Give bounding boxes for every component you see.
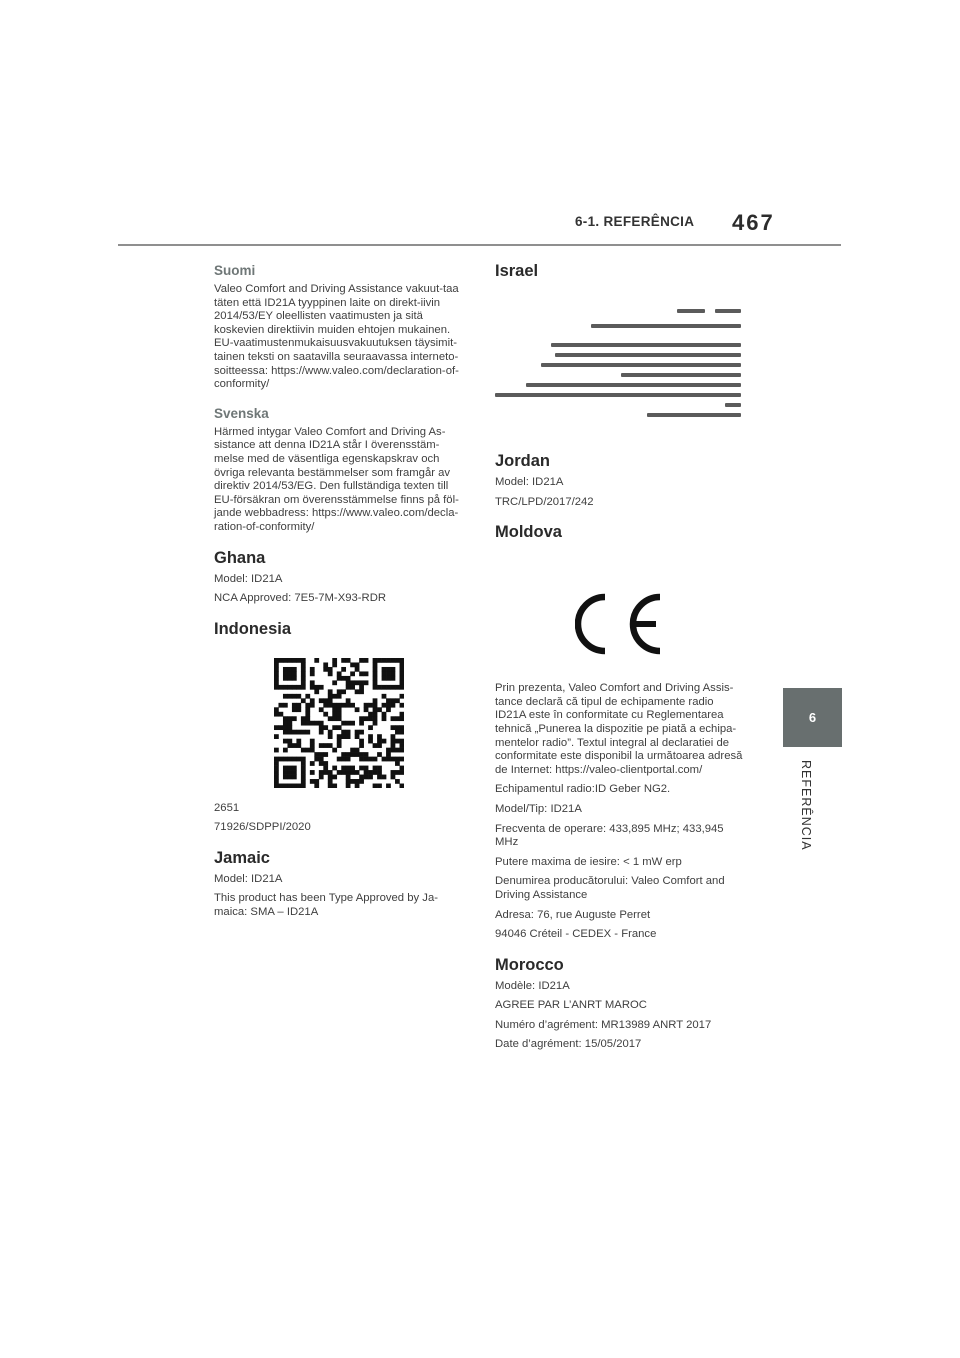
section-jordan (495, 452, 747, 509)
indonesia-code-2: 71926/SDPPI/2020 (214, 821, 311, 834)
moldova-manufacturer: Denumirea producătorului: Valeo Comfort and Driving Assistance (495, 875, 725, 901)
chapter-number: 6 (808, 710, 817, 725)
svenska-text: Härmed intygar Valeo Comfort and Driving As-sistance att denna ID21A står I överensstäm-melse med de väsentliga egenskapskrav och övriga relevanta bestämmelser som framgår av direktiv 2014/53/EG. Den fullständiga texten till EU-försäkran om överensstämmelse finns på föl-jande webbadress: https://www.valeo.com/decla-ration-of-conformity/ (214, 425, 459, 533)
jamaic-model: Model: ID21A (214, 872, 283, 885)
qr-code-icon (274, 658, 404, 788)
section-ghana (214, 549, 466, 606)
section-title-jamaic: Jamaic (214, 848, 270, 867)
moldova-power: Putere maxima de iesire: < 1 mW erp (495, 855, 682, 868)
suomi-text: Valeo Comfort and Driving Assistance vakuut-taa täten että ID21A tyyppinen laite on direkt-iivin 2014/53/EY oleellisten vaatimusten ja sitä koskevien direktiivin muiden ehtojen mukainen. EU-vaatimustenmukaisuusvakuutuksen täysimit-tainen teksti on saatavilla seuraavassa interneto-soitteessa: https://www.valeo.com/declaration-of-conformity/ (214, 283, 459, 391)
section-moldova (495, 523, 747, 942)
section-title-svenska: Svenska (214, 405, 269, 421)
section-svenska (214, 406, 466, 535)
moldova-declaration: Prin prezenta, Valeo Comfort and Driving Assis-tance declară că tipul de echipamente radio ID21A este în conformitate cu Reglementarea tehnică „Punerea la dispozitie pe piată a echipa-mentelor radio”. Textul integral al declaratiei de conformitate este disponibil la următoarea adresă de Internet: https://valeo-clientportal.com/ (495, 682, 743, 776)
section-title-israel: Israel (495, 262, 539, 280)
jordan-code: TRC/LPD/2017/242 (495, 495, 594, 508)
morocco-agree: AGREE PAR L’ANRT MAROC (495, 999, 647, 1012)
morocco-date: Date d’agrément: 15/05/2017 (495, 1038, 642, 1051)
chapter-label: REFERÊNCIA (799, 760, 813, 851)
section-suomi (214, 263, 466, 392)
section-title-suomi: Suomi (214, 263, 256, 278)
section-israel (495, 262, 747, 432)
section-title-indonesia: Indonesia (214, 619, 292, 638)
ghana-model: Model: ID21A (214, 572, 283, 585)
section-title-moldova: Moldova (495, 523, 562, 542)
section-title-jordan: Jordan (495, 452, 551, 470)
moldova-frequency: Frecventa de operare: 433,895 MHz; 433,945 MHz (495, 822, 724, 849)
jordan-model: Model: ID21A (495, 476, 564, 488)
moldova-city: 94046 Créteil - CEDEX - France (495, 928, 657, 941)
moldova-equipment: Echipamentul radio:ID Geber NG2. (495, 783, 671, 796)
section-morocco (495, 956, 747, 1052)
jamaic-approval: This product has been Type Approved by Ja-maica: SMA – ID21A (214, 892, 438, 919)
moldova-model: Model/Tip: ID21A (495, 802, 582, 815)
header-divider (118, 244, 841, 246)
chapter-tab[interactable] (783, 688, 842, 747)
right-column (495, 262, 747, 1066)
section-title-ghana: Ghana (214, 548, 266, 567)
ce-mark-icon (575, 593, 669, 655)
section-title: 6-1. REFERÊNCIA (575, 214, 695, 229)
morocco-number: Numéro d’agrément: MR13989 ANRT 2017 (495, 1018, 712, 1031)
page-number: 467 (732, 210, 775, 235)
section-jamaic (214, 849, 466, 920)
section-indonesia (214, 620, 466, 835)
ghana-approval: NCA Approved: 7E5-7M-X93-RDR (214, 592, 387, 605)
indonesia-code-1: 2651 (214, 801, 240, 814)
hebrew-certificate-image (495, 295, 747, 432)
left-column (214, 263, 466, 934)
section-title-morocco: Morocco (495, 955, 564, 974)
moldova-address: Adresa: 76, rue Auguste Perret (495, 908, 651, 921)
morocco-model: Modèle: ID21A (495, 979, 570, 992)
